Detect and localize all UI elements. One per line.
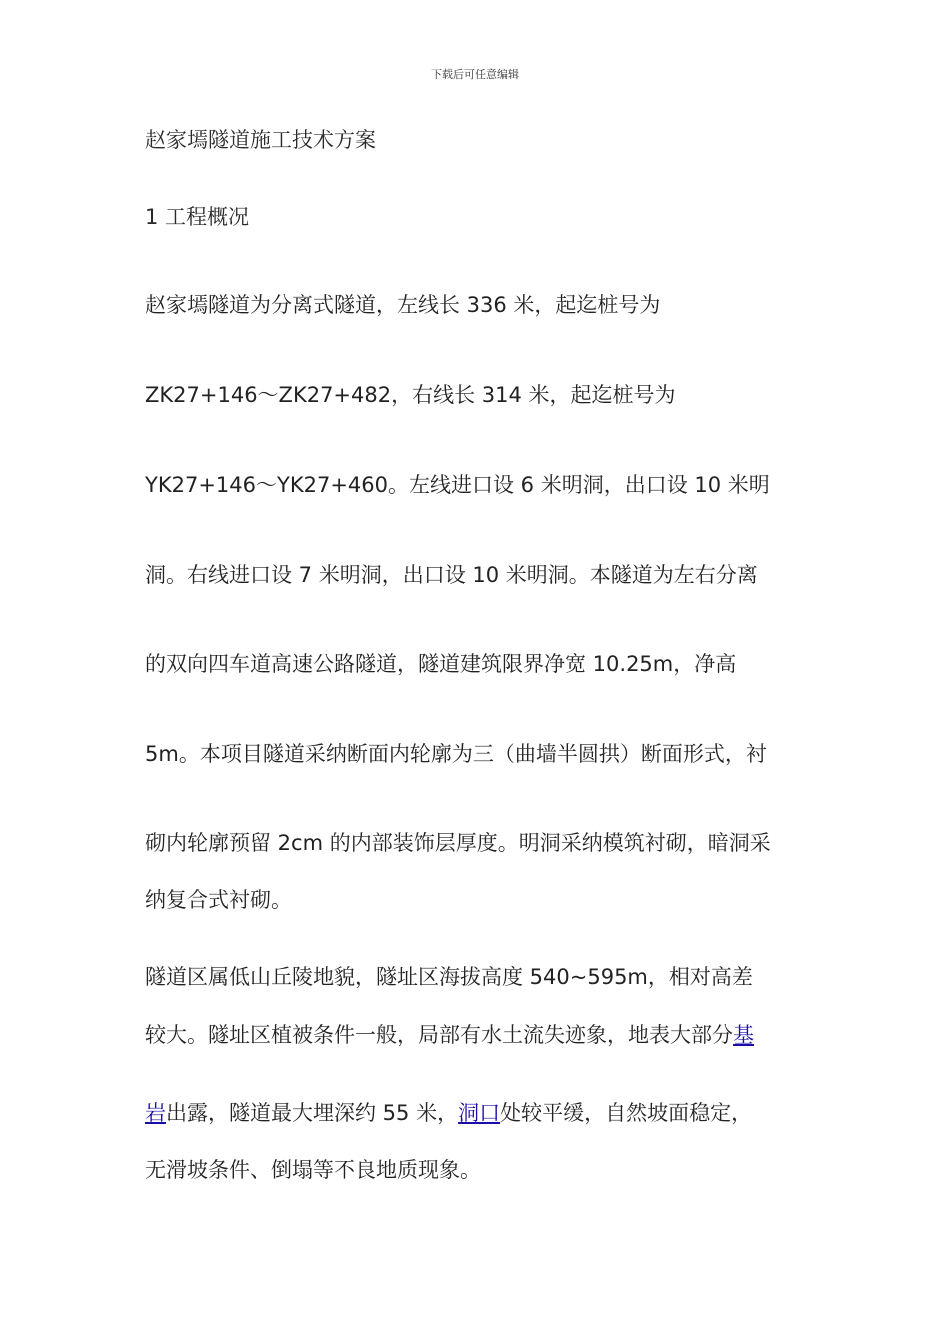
paragraph-1-line: 赵家墕隧道为分离式隧道，左线长 336 米，起迄桩号为 bbox=[145, 293, 661, 317]
section-heading: 1 工程概况 bbox=[145, 205, 250, 229]
paragraph-2-text: 出露，隧道最大埋深约 55 米， bbox=[166, 1101, 459, 1125]
bedrock-link[interactable]: 基 bbox=[733, 1023, 754, 1047]
paragraph-2-line: 无滑坡条件、倒塌等不良地质现象。 bbox=[145, 1158, 481, 1182]
paragraph-1-line: 砌内轮廓预留 2cm 的内部装饰层厚度。明洞采纳模筑衬砌，暗洞采 bbox=[145, 831, 771, 855]
paragraph-1-line: 5m。本项目隧道采纳断面内轮廓为三（曲墙半圆拱）断面形式，衬 bbox=[145, 742, 767, 766]
paragraph-1-line: 纳复合式衬砌。 bbox=[145, 888, 292, 912]
paragraph-2-line bbox=[145, 1019, 754, 1049]
paragraph-1-line: YK27+146～YK27+460。左线进口设 6 米明洞，出口设 10 米明 bbox=[145, 473, 770, 497]
portal-link[interactable]: 洞口 bbox=[458, 1101, 501, 1125]
paragraph-1-line: ZK27+146～ZK27+482，右线长 314 米，起迄桩号为 bbox=[145, 383, 676, 407]
header-note: 下载后可任意编辑 bbox=[431, 68, 519, 81]
paragraph-2-line bbox=[145, 1097, 752, 1127]
paragraph-1-line: 洞。右线进口设 7 米明洞，出口设 10 米明洞。本隧道为左右分离 bbox=[145, 563, 758, 587]
paragraph-1-line: 的双向四车道高速公路隧道，隧道建筑限界净宽 10.25m，净高 bbox=[145, 652, 737, 676]
paragraph-2-text: 处较平缓，自然坡面稳定， bbox=[500, 1101, 753, 1125]
paragraph-2-text: 较大。隧址区植被条件一般，局部有水土流失迹象，地表大部分 bbox=[145, 1023, 733, 1047]
document-title: 赵家墕隧道施工技术方案 bbox=[145, 128, 376, 152]
bedrock-link-continued[interactable]: 岩 bbox=[145, 1101, 166, 1125]
paragraph-2-line: 隧道区属低山丘陵地貌，隧址区海拔高度 540~595m，相对高差 bbox=[145, 965, 753, 989]
